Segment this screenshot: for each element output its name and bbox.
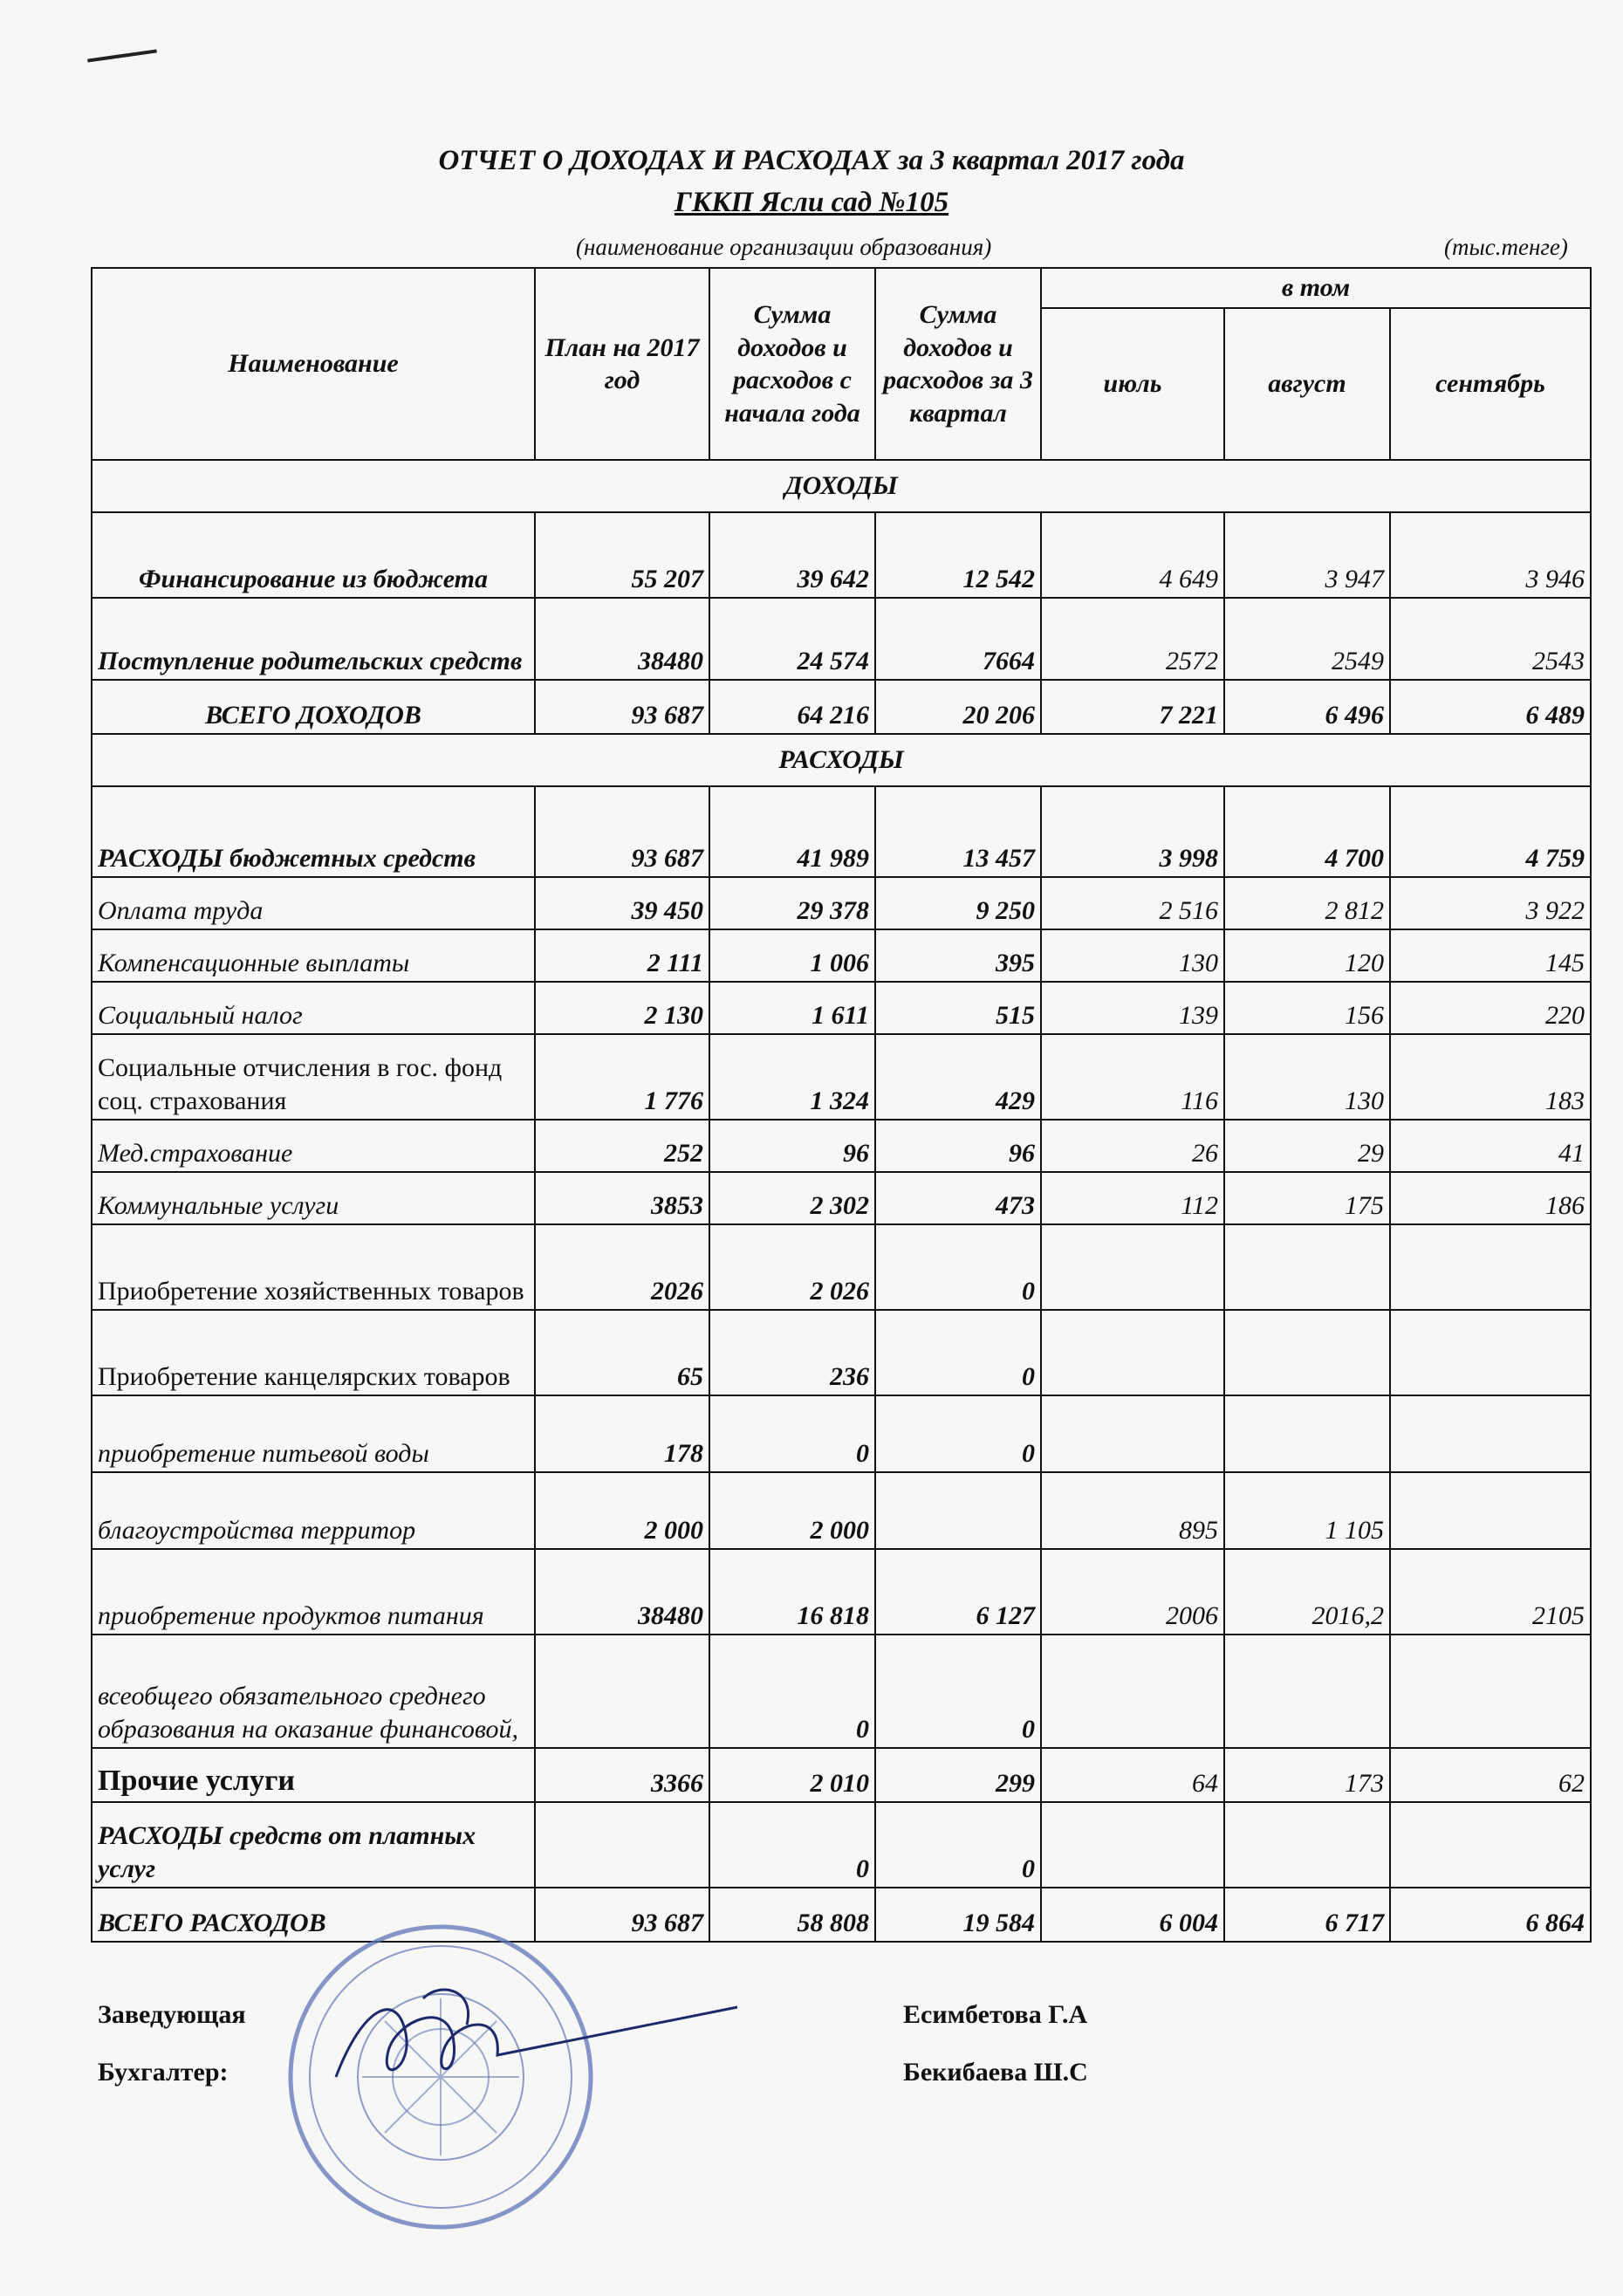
cell-month-3: 183 [1390, 1034, 1591, 1120]
accountant-label: Бухгалтер: [98, 2058, 229, 2087]
row-name: ВСЕГО РАСХОДОВ [92, 1888, 535, 1942]
table-row [92, 1034, 1591, 1120]
cell-month-1 [1041, 1395, 1224, 1472]
cell-quarter: 0 [875, 1395, 1041, 1472]
cell-ytd: 2 302 [709, 1172, 875, 1224]
cell-quarter: 13 457 [875, 786, 1041, 877]
cell-month-3: 145 [1390, 929, 1591, 982]
header-plan: План на 2017 год [535, 268, 709, 460]
pen-mark [87, 49, 157, 62]
cell-ytd: 41 989 [709, 786, 875, 877]
signature-icon [301, 1972, 755, 2103]
cell-month-3: 6 864 [1390, 1888, 1591, 1942]
cell-month-1: 116 [1041, 1034, 1224, 1120]
cell-month-2: 120 [1224, 929, 1390, 982]
cell-ytd: 16 818 [709, 1549, 875, 1635]
cell-month-3: 62 [1390, 1748, 1591, 1802]
cell-ytd: 1 324 [709, 1034, 875, 1120]
cell-month-3: 4 759 [1390, 786, 1591, 877]
cell-month-3 [1390, 1224, 1591, 1310]
table-row [92, 982, 1591, 1034]
cell-month-1: 2 516 [1041, 877, 1224, 929]
cell-plan: 55 207 [535, 512, 709, 598]
cell-plan: 38480 [535, 598, 709, 680]
cell-month-2: 2 812 [1224, 877, 1390, 929]
table-row [92, 1310, 1591, 1395]
report-table [91, 267, 1592, 1943]
row-name: Коммунальные услуги [92, 1172, 535, 1224]
table-row [92, 1802, 1591, 1888]
cell-month-1: 112 [1041, 1172, 1224, 1224]
row-name: Компенсационные выплаты [92, 929, 535, 982]
header-quarter: Сумма доходов и расходов за 3 квартал [875, 268, 1041, 460]
cell-quarter: 429 [875, 1034, 1041, 1120]
cell-quarter: 395 [875, 929, 1041, 982]
table-row [92, 1472, 1591, 1549]
cell-plan: 1 776 [535, 1034, 709, 1120]
header-in-that: в том [1041, 268, 1591, 308]
row-name: благоустройства территор [92, 1472, 535, 1549]
cell-ytd: 24 574 [709, 598, 875, 680]
row-name: приобретение питьевой воды [92, 1395, 535, 1472]
cell-quarter: 96 [875, 1120, 1041, 1172]
cell-plan [535, 1635, 709, 1748]
cell-quarter: 299 [875, 1748, 1041, 1802]
cell-month-1: 895 [1041, 1472, 1224, 1549]
cell-plan: 38480 [535, 1549, 709, 1635]
cell-quarter: 0 [875, 1224, 1041, 1310]
cell-ytd: 0 [709, 1395, 875, 1472]
cell-ytd: 64 216 [709, 680, 875, 734]
row-name: Приобретение канцелярских товаров [92, 1310, 535, 1395]
cell-ytd: 1 611 [709, 982, 875, 1034]
cell-month-1 [1041, 1310, 1224, 1395]
row-name: всеобщего обязательного среднего образования на оказание финансовой, [92, 1635, 535, 1748]
cell-month-3 [1390, 1472, 1591, 1549]
header-ytd: Сумма доходов и расходов с начала года [709, 268, 875, 460]
cell-plan: 93 687 [535, 786, 709, 877]
cell-month-3 [1390, 1802, 1591, 1888]
cell-month-2 [1224, 1310, 1390, 1395]
section-expenses: РАСХОДЫ [92, 734, 1591, 786]
table-row [92, 786, 1591, 877]
cell-month-1: 7 221 [1041, 680, 1224, 734]
table-row [92, 877, 1591, 929]
cell-ytd: 0 [709, 1635, 875, 1748]
row-name: Социальные отчисления в гос. фонд соц. страхования [92, 1034, 535, 1120]
cell-quarter: 0 [875, 1635, 1041, 1748]
row-name: Оплата труда [92, 877, 535, 929]
cell-ytd: 29 378 [709, 877, 875, 929]
cell-quarter: 19 584 [875, 1888, 1041, 1942]
row-name: Социальный налог [92, 982, 535, 1034]
cell-quarter: 0 [875, 1802, 1041, 1888]
cell-plan: 2 000 [535, 1472, 709, 1549]
cell-ytd: 1 006 [709, 929, 875, 982]
cell-month-2: 6 496 [1224, 680, 1390, 734]
header-month-1: июль [1041, 308, 1224, 460]
head-name: Есимбетова Г.А [903, 2000, 1088, 2029]
header-month-2: август [1224, 308, 1390, 460]
cell-month-3: 220 [1390, 982, 1591, 1034]
cell-month-2: 2016,2 [1224, 1549, 1390, 1635]
table-row [92, 1224, 1591, 1310]
table-row [92, 680, 1591, 734]
row-name: Поступление родительских средств [92, 598, 535, 680]
cell-month-1 [1041, 1224, 1224, 1310]
cell-month-2: 29 [1224, 1120, 1390, 1172]
table-row [92, 929, 1591, 982]
row-name: Финансирование из бюджета [92, 512, 535, 598]
cell-month-3: 2105 [1390, 1549, 1591, 1635]
cell-month-1: 130 [1041, 929, 1224, 982]
cell-plan: 3853 [535, 1172, 709, 1224]
cell-month-3: 186 [1390, 1172, 1591, 1224]
row-name: ВСЕГО ДОХОДОВ [92, 680, 535, 734]
table-row [92, 1395, 1591, 1472]
cell-month-2: 2549 [1224, 598, 1390, 680]
cell-month-2: 6 717 [1224, 1888, 1390, 1942]
header-name: Наименование [92, 268, 535, 460]
cell-plan: 2026 [535, 1224, 709, 1310]
cell-plan: 65 [535, 1310, 709, 1395]
cell-quarter: 9 250 [875, 877, 1041, 929]
cell-month-3: 6 489 [1390, 680, 1591, 734]
cell-month-1: 2572 [1041, 598, 1224, 680]
cell-month-1 [1041, 1635, 1224, 1748]
cell-quarter: 20 206 [875, 680, 1041, 734]
cell-ytd: 39 642 [709, 512, 875, 598]
cell-month-2: 3 947 [1224, 512, 1390, 598]
cell-ytd: 96 [709, 1120, 875, 1172]
section-income: ДОХОДЫ [92, 460, 1591, 512]
row-name: РАСХОДЫ средств от платных услуг [92, 1802, 535, 1888]
cell-plan: 2 111 [535, 929, 709, 982]
cell-quarter [875, 1472, 1041, 1549]
cell-month-3: 3 922 [1390, 877, 1591, 929]
cell-plan: 93 687 [535, 1888, 709, 1942]
row-name: Приобретение хозяйственных товаров [92, 1224, 535, 1310]
table-row [92, 598, 1591, 680]
cell-quarter: 12 542 [875, 512, 1041, 598]
cell-ytd: 2 000 [709, 1472, 875, 1549]
cell-month-3 [1390, 1635, 1591, 1748]
cell-month-1 [1041, 1802, 1224, 1888]
cell-month-2 [1224, 1802, 1390, 1888]
cell-month-2: 156 [1224, 982, 1390, 1034]
cell-month-2: 175 [1224, 1172, 1390, 1224]
cell-month-3 [1390, 1310, 1591, 1395]
accountant-name: Бекибаева Ш.С [903, 2058, 1088, 2087]
cell-month-2: 1 105 [1224, 1472, 1390, 1549]
cell-month-2: 173 [1224, 1748, 1390, 1802]
cell-quarter: 0 [875, 1310, 1041, 1395]
cell-month-1: 26 [1041, 1120, 1224, 1172]
cell-plan: 3366 [535, 1748, 709, 1802]
cell-month-2 [1224, 1224, 1390, 1310]
cell-ytd: 2 026 [709, 1224, 875, 1310]
cell-month-1: 64 [1041, 1748, 1224, 1802]
cell-plan: 2 130 [535, 982, 709, 1034]
cell-plan: 178 [535, 1395, 709, 1472]
cell-month-2: 4 700 [1224, 786, 1390, 877]
cell-month-3: 41 [1390, 1120, 1591, 1172]
cell-month-1: 2006 [1041, 1549, 1224, 1635]
report-title: ОТЧЕТ О ДОХОДАХ И РАСХОДАХ за 3 квартал 2017 года [438, 145, 1185, 176]
units-note: (тыс.тенге) [1444, 234, 1568, 260]
cell-month-1: 3 998 [1041, 786, 1224, 877]
row-name: Мед.страхование [92, 1120, 535, 1172]
table-row [92, 1549, 1591, 1635]
table-row [92, 1748, 1591, 1802]
cell-ytd: 236 [709, 1310, 875, 1395]
cell-plan [535, 1802, 709, 1888]
cell-month-3: 3 946 [1390, 512, 1591, 598]
head-label: Заведующая [98, 2000, 246, 2029]
cell-month-3 [1390, 1395, 1591, 1472]
cell-plan: 93 687 [535, 680, 709, 734]
row-name: приобретение продуктов питания [92, 1549, 535, 1635]
table-row [92, 1120, 1591, 1172]
cell-month-2: 130 [1224, 1034, 1390, 1120]
cell-quarter: 6 127 [875, 1549, 1041, 1635]
cell-month-3: 2543 [1390, 598, 1591, 680]
row-name: РАСХОДЫ бюджетных средств [92, 786, 535, 877]
cell-month-1: 6 004 [1041, 1888, 1224, 1942]
cell-month-2 [1224, 1635, 1390, 1748]
table-row [92, 1635, 1591, 1748]
row-name: Прочие услуги [92, 1748, 535, 1802]
table-row [92, 512, 1591, 598]
cell-plan: 252 [535, 1120, 709, 1172]
cell-month-1: 139 [1041, 982, 1224, 1034]
cell-month-2 [1224, 1395, 1390, 1472]
organization-note: (наименование организации образования) [576, 234, 992, 260]
organization-name: ГККП Ясли сад №105 [674, 187, 949, 218]
cell-month-1: 4 649 [1041, 512, 1224, 598]
cell-ytd: 0 [709, 1802, 875, 1888]
cell-ytd: 58 808 [709, 1888, 875, 1942]
cell-quarter: 515 [875, 982, 1041, 1034]
table-row [92, 1172, 1591, 1224]
cell-plan: 39 450 [535, 877, 709, 929]
cell-ytd: 2 010 [709, 1748, 875, 1802]
header-month-3: сентябрь [1390, 308, 1591, 460]
cell-quarter: 7664 [875, 598, 1041, 680]
cell-quarter: 473 [875, 1172, 1041, 1224]
